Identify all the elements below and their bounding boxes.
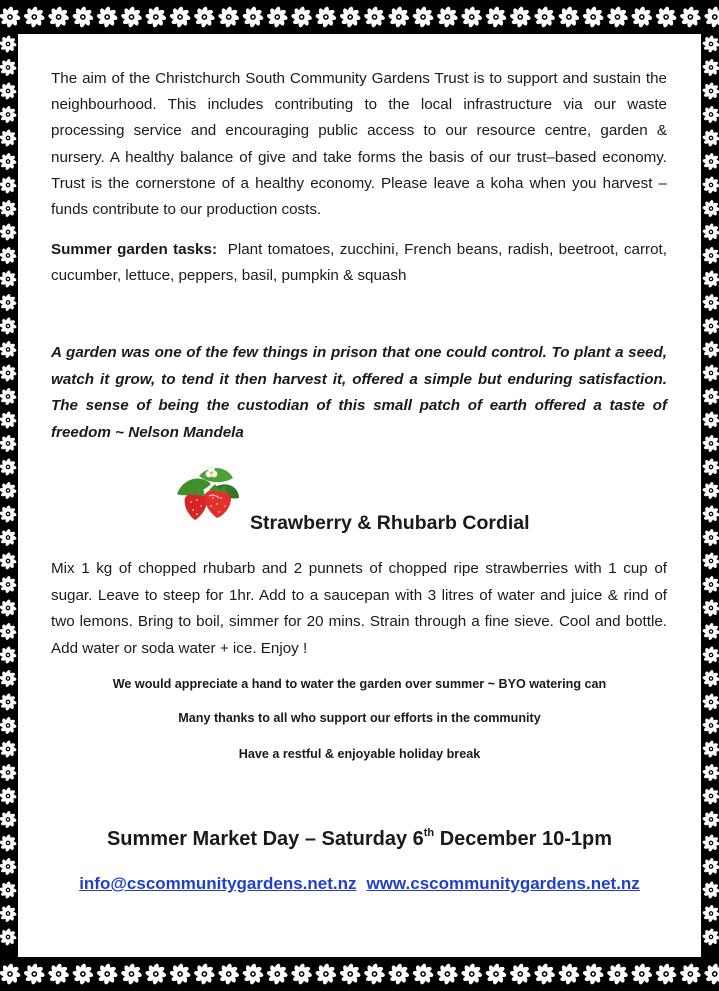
- flower-border-icon: [315, 6, 337, 28]
- flower-border-icon: [290, 963, 312, 985]
- flower-border-icon: [702, 270, 719, 288]
- flower-border-icon: [0, 505, 17, 523]
- flower-border-icon: [0, 599, 17, 617]
- strawberry-illustration-icon: [173, 464, 241, 524]
- flower-border-icon: [631, 963, 653, 985]
- flower-border-icon: [47, 6, 69, 28]
- flower-border-icon: [266, 963, 288, 985]
- flower-border-icon: [702, 481, 719, 499]
- flower-border-icon: [0, 763, 17, 781]
- flower-border-icon: [242, 6, 264, 28]
- flower-border-icon: [0, 881, 17, 899]
- flower-border-icon: [702, 904, 719, 922]
- flower-border-icon: [0, 575, 17, 593]
- flower-border-icon: [582, 6, 604, 28]
- market-day-time: December 10-1pm: [434, 828, 613, 850]
- contact-links: [18, 874, 701, 894]
- flower-border-icon: [436, 6, 458, 28]
- flower-border-icon: [702, 458, 719, 476]
- border-top: [0, 0, 719, 34]
- flower-border-icon: [120, 6, 142, 28]
- flower-border-icon: [702, 317, 719, 335]
- flower-border-icon: [509, 6, 531, 28]
- flower-border-icon: [704, 963, 719, 985]
- border-left: [0, 34, 18, 957]
- flower-border-icon: [388, 6, 410, 28]
- flower-border-icon: [702, 82, 719, 100]
- flower-border-icon: [702, 411, 719, 429]
- flower-border-icon: [679, 963, 701, 985]
- flower-border-icon: [72, 6, 94, 28]
- flower-border-icon: [702, 223, 719, 241]
- flower-border-icon: [266, 6, 288, 28]
- flower-border-icon: [218, 963, 240, 985]
- flower-border-icon: [0, 6, 21, 28]
- flower-border-icon: [145, 963, 167, 985]
- border-bottom: [0, 957, 719, 991]
- flower-border-icon: [0, 35, 17, 53]
- flower-border-icon: [0, 904, 17, 922]
- recipe-paragraph: Mix 1 kg of chopped rhubarb and 2 punnets of chopped ripe strawberries with 1 cup of sugar. Leave to steep for 1hr. Add to a saucepan with 3 litres of water and juice & rind of two lemons. Bring to boil, simmer for 20 mins. Strain through a fine sieve. Cool and bottle. Add water or soda water + ice. Enjoy !: [51, 560, 667, 657]
- flower-border-icon: [363, 6, 385, 28]
- flower-border-icon: [702, 928, 719, 946]
- flower-border-icon: [679, 6, 701, 28]
- flower-border-icon: [0, 528, 17, 546]
- flower-border-icon: [702, 434, 719, 452]
- flower-border-icon: [0, 646, 17, 664]
- flower-border-icon: [193, 963, 215, 985]
- flower-border-icon: [23, 6, 45, 28]
- flower-border-icon: [702, 740, 719, 758]
- flower-border-icon: [0, 411, 17, 429]
- flower-border-icon: [461, 963, 483, 985]
- flower-border-icon: [509, 963, 531, 985]
- flower-border-icon: [702, 364, 719, 382]
- flower-border-icon: [702, 199, 719, 217]
- flower-border-icon: [533, 6, 555, 28]
- flower-border-icon: [655, 963, 677, 985]
- flower-border-icon: [120, 963, 142, 985]
- summer-tasks-list: Plant tomatoes, zucchini, French beans, radish, beetroot, carrot, cucumber, lettuce, peppers, basil, pumpkin & squash: [51, 241, 667, 285]
- flower-border-icon: [412, 963, 434, 985]
- flower-border-icon: [23, 963, 45, 985]
- flower-border-icon: [0, 458, 17, 476]
- flower-border-icon: [702, 834, 719, 852]
- flyer-content: [18, 34, 701, 957]
- flower-border-icon: [702, 669, 719, 687]
- flower-border-icon: [704, 6, 719, 28]
- flower-border-icon: [218, 6, 240, 28]
- flower-border-icon: [0, 223, 17, 241]
- flower-border-icon: [582, 963, 604, 985]
- flower-border-icon: [0, 834, 17, 852]
- intro-paragraph: The aim of the Christchurch South Community Gardens Trust is to support and sustain the neighbourhood. This includes contributing to the local infrastructure via our waste processing service and encouraging public access to our resource centre, garden & nursery. A healthy balance of give and take forms the basis of our trust–based economy. Trust is the cornerstone of a healthy economy. Please leave a koha when you harvest – funds contribute to our production costs.: [51, 70, 667, 219]
- flower-border-icon: [702, 716, 719, 734]
- flower-border-icon: [702, 646, 719, 664]
- flower-border-icon: [702, 176, 719, 194]
- flower-border-icon: [702, 129, 719, 147]
- flower-border-icon: [0, 246, 17, 264]
- flower-border-icon: [0, 317, 17, 335]
- flower-border-icon: [702, 693, 719, 711]
- flower-border-icon: [339, 6, 361, 28]
- flower-border-icon: [0, 740, 17, 758]
- flower-border-icon: [0, 810, 17, 828]
- flower-border-icon: [0, 364, 17, 382]
- flower-border-icon: [145, 6, 167, 28]
- flower-border-icon: [0, 58, 17, 76]
- flower-border-icon: [0, 552, 17, 570]
- flower-border-icon: [0, 82, 17, 100]
- flower-border-icon: [702, 810, 719, 828]
- summer-tasks-label: Summer garden tasks:: [51, 241, 218, 258]
- mandela-quote: A garden was one of the few things in prison that one could control. To plant a seed, watch it grow, to tend it then harvest it, offered a simple but enduring satisfaction. The sense of being the custodian of this small patch of earth offered a taste of freedom ~ Nelson Mandela: [51, 344, 667, 441]
- flower-border-icon: [702, 105, 719, 123]
- flower-border-icon: [0, 434, 17, 452]
- flower-border-icon: [558, 963, 580, 985]
- flower-border-icon: [315, 963, 337, 985]
- flower-border-icon: [702, 857, 719, 875]
- flower-border-icon: [0, 669, 17, 687]
- flower-border-icon: [631, 6, 653, 28]
- flower-border-icon: [0, 152, 17, 170]
- flower-border-icon: [702, 575, 719, 593]
- market-day-text: Summer Market Day – Saturday 6: [106, 828, 424, 850]
- flower-border-icon: [0, 270, 17, 288]
- flower-border-icon: [702, 340, 719, 358]
- flower-border-icon: [193, 6, 215, 28]
- flower-border-icon: [0, 199, 17, 217]
- flower-border-icon: [702, 528, 719, 546]
- flower-border-icon: [0, 857, 17, 875]
- flower-border-icon: [702, 35, 719, 53]
- flower-border-icon: [290, 6, 312, 28]
- flower-border-icon: [702, 505, 719, 523]
- flower-border-icon: [96, 6, 118, 28]
- flower-border-icon: [169, 6, 191, 28]
- flower-border-icon: [388, 963, 410, 985]
- flower-border-icon: [702, 763, 719, 781]
- flower-border-icon: [533, 963, 555, 985]
- flower-border-icon: [0, 340, 17, 358]
- email-link[interactable]: info@cscommunitygardens.net.nz: [79, 874, 357, 893]
- flower-border-icon: [461, 6, 483, 28]
- flower-border-icon: [702, 58, 719, 76]
- flower-border-icon: [0, 963, 21, 985]
- watering-note: We would appreciate a hand to water the garden over summer ~ BYO watering can: [112, 677, 607, 691]
- flower-border-icon: [363, 963, 385, 985]
- flower-border-icon: [558, 6, 580, 28]
- flower-border-icon: [702, 622, 719, 640]
- flower-border-icon: [485, 963, 507, 985]
- flower-border-icon: [0, 622, 17, 640]
- flower-border-icon: [169, 963, 191, 985]
- flower-border-icon: [702, 599, 719, 617]
- flower-border-icon: [242, 963, 264, 985]
- flower-border-icon: [0, 787, 17, 805]
- flower-border-icon: [436, 963, 458, 985]
- website-link[interactable]: www.cscommunitygardens.net.nz: [366, 874, 640, 893]
- flower-border-icon: [655, 6, 677, 28]
- flower-border-icon: [606, 963, 628, 985]
- flower-border-icon: [606, 6, 628, 28]
- flower-border-icon: [702, 293, 719, 311]
- border-right: [701, 34, 719, 957]
- flower-border-icon: [412, 6, 434, 28]
- flower-border-icon: [96, 963, 118, 985]
- flower-border-icon: [72, 963, 94, 985]
- flower-border-icon: [485, 6, 507, 28]
- flower-border-icon: [0, 387, 17, 405]
- summer-tasks-paragraph: [51, 237, 667, 289]
- thanks-note: Many thanks to all who support our efforts in the community: [178, 711, 541, 725]
- flower-border-icon: [702, 552, 719, 570]
- flower-border-icon: [0, 105, 17, 123]
- flower-border-icon: [0, 176, 17, 194]
- flower-border-icon: [702, 387, 719, 405]
- flower-border-icon: [0, 129, 17, 147]
- flower-border-icon: [0, 928, 17, 946]
- holiday-note: Have a restful & enjoyable holiday break: [238, 747, 481, 761]
- flower-border-icon: [702, 787, 719, 805]
- recipe-title: Strawberry & Rhubarb Cordial: [250, 512, 530, 534]
- flower-border-icon: [0, 716, 17, 734]
- flower-border-icon: [702, 246, 719, 264]
- flower-border-icon: [702, 881, 719, 899]
- flower-border-icon: [702, 152, 719, 170]
- flower-border-icon: [0, 481, 17, 499]
- flower-border-icon: [0, 293, 17, 311]
- flower-border-icon: [339, 963, 361, 985]
- market-day-ordinal: th: [423, 827, 435, 839]
- market-day-heading: [18, 827, 701, 851]
- flower-border-icon: [0, 693, 17, 711]
- flower-border-icon: [47, 963, 69, 985]
